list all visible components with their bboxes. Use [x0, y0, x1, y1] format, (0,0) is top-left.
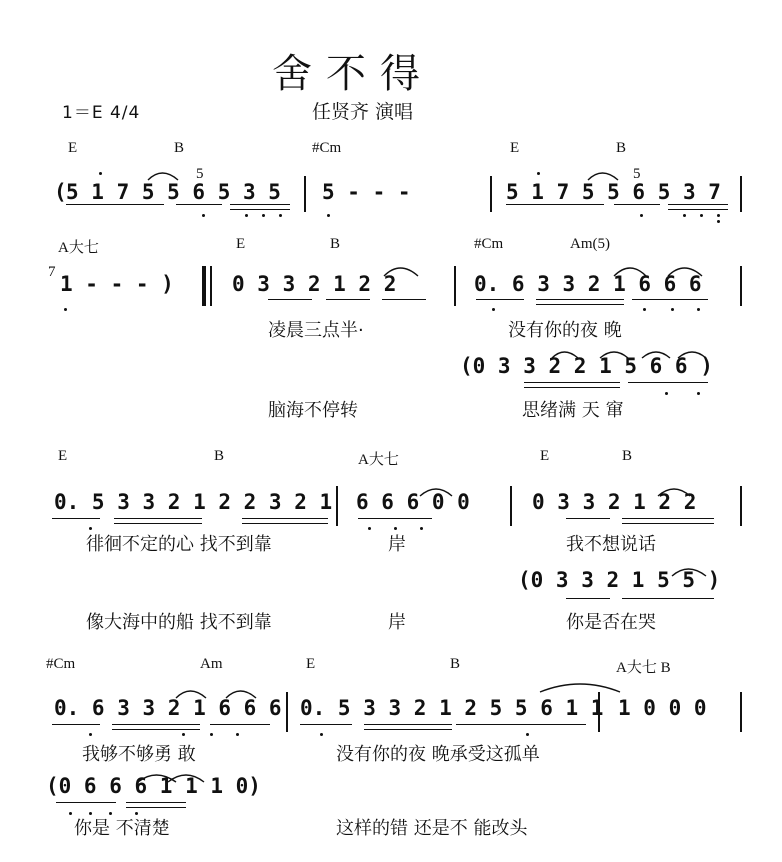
chord-symbol: E [58, 448, 68, 464]
chord-symbol: Am(5) [570, 236, 610, 252]
notation-group: 5 1 7 5 5 6 5 3 5 [66, 180, 281, 204]
lyric-line: 岸 [388, 534, 406, 555]
lyric-line: 凌晨三点半· [268, 320, 364, 341]
notation-group: 0. 5 3 3 2 1 2 2 3 2 1 [54, 490, 333, 514]
singer-credit: 任贤齐 演唱 [312, 101, 414, 123]
notation-group: 5 - - - [322, 180, 411, 204]
chord-symbol: #Cm [474, 236, 504, 252]
notation-group: 1 0 0 0 [618, 696, 707, 720]
chord-symbol: Am [200, 656, 223, 672]
grace-note: 7 [48, 264, 56, 280]
key-signature: 1＝E 4/4 [62, 103, 141, 123]
chord-symbol: A大七 [58, 240, 99, 256]
notation-group: (0 3 3 2 1 5 5 ) [518, 568, 721, 592]
chord-symbol: #Cm [46, 656, 76, 672]
chord-symbol: B [214, 448, 225, 464]
chord-symbol: E [306, 656, 316, 672]
notation-group: 0. 6 3 3 2 1 6 6 6 [54, 696, 282, 720]
lyric-line: 没有你的夜 晚承受这孤单 [336, 744, 540, 765]
lyric-line: 像大海中的船 找不到靠 [86, 612, 272, 633]
notation-group: 0. 5 3 3 2 1 2 5 5 6 1 1 [300, 696, 604, 720]
song-title: 舍不得 [272, 51, 434, 97]
chord-symbol: B [450, 656, 461, 672]
lyric-line: 你是否在哭 [566, 612, 656, 633]
notation-group: 1 - - - ) [60, 272, 174, 296]
notation-group: 6 6 6 0 0 [356, 490, 470, 514]
chord-symbol: B [622, 448, 633, 464]
grace-note: 5 [196, 166, 204, 182]
lyric-line: 脑海不停转 [268, 400, 358, 421]
notation-group: 0 3 3 2 1 2 2 [232, 272, 397, 296]
notation-group: (0 3 3 2 2 1 5 6 6 ) [460, 354, 713, 378]
chord-symbol: E [540, 448, 550, 464]
chord-symbol: B [330, 236, 341, 252]
chord-symbol: A大七 [358, 452, 399, 468]
chord-symbol: E [510, 140, 520, 156]
chord-symbol: B [616, 140, 627, 156]
notation-group: 0 3 3 2 1 2 2 [532, 490, 697, 514]
lyric-line: 我不想说话 [566, 534, 656, 555]
lyric-line: 没有你的夜 晚 [508, 320, 622, 341]
chord-symbol: E [68, 140, 78, 156]
chord-symbol: A大七 B [616, 660, 671, 676]
notation-group: 5 1 7 5 5 6 5 3 7 [506, 180, 721, 204]
chord-symbol: E [236, 236, 246, 252]
notation-group: 0. 6 3 3 2 1 6 6 6 [474, 272, 702, 296]
notation-group: ( [54, 180, 67, 204]
notation-group: (0 6 6 6 1 1 1 0) [46, 774, 261, 798]
lyric-line: 徘徊不定的心 找不到靠 [86, 534, 272, 555]
lyric-line: 岸 [388, 612, 406, 633]
lyric-line: 思绪满 天 窜 [522, 400, 624, 421]
lyric-line: 我够不够勇 敢 [82, 744, 196, 765]
chord-symbol: #Cm [312, 140, 342, 156]
chord-symbol: B [174, 140, 185, 156]
lyric-line: 你是 不清楚 [74, 818, 170, 839]
lyric-line: 这样的错 还是不 能改头 [336, 818, 528, 839]
grace-note: 5 [633, 166, 641, 182]
